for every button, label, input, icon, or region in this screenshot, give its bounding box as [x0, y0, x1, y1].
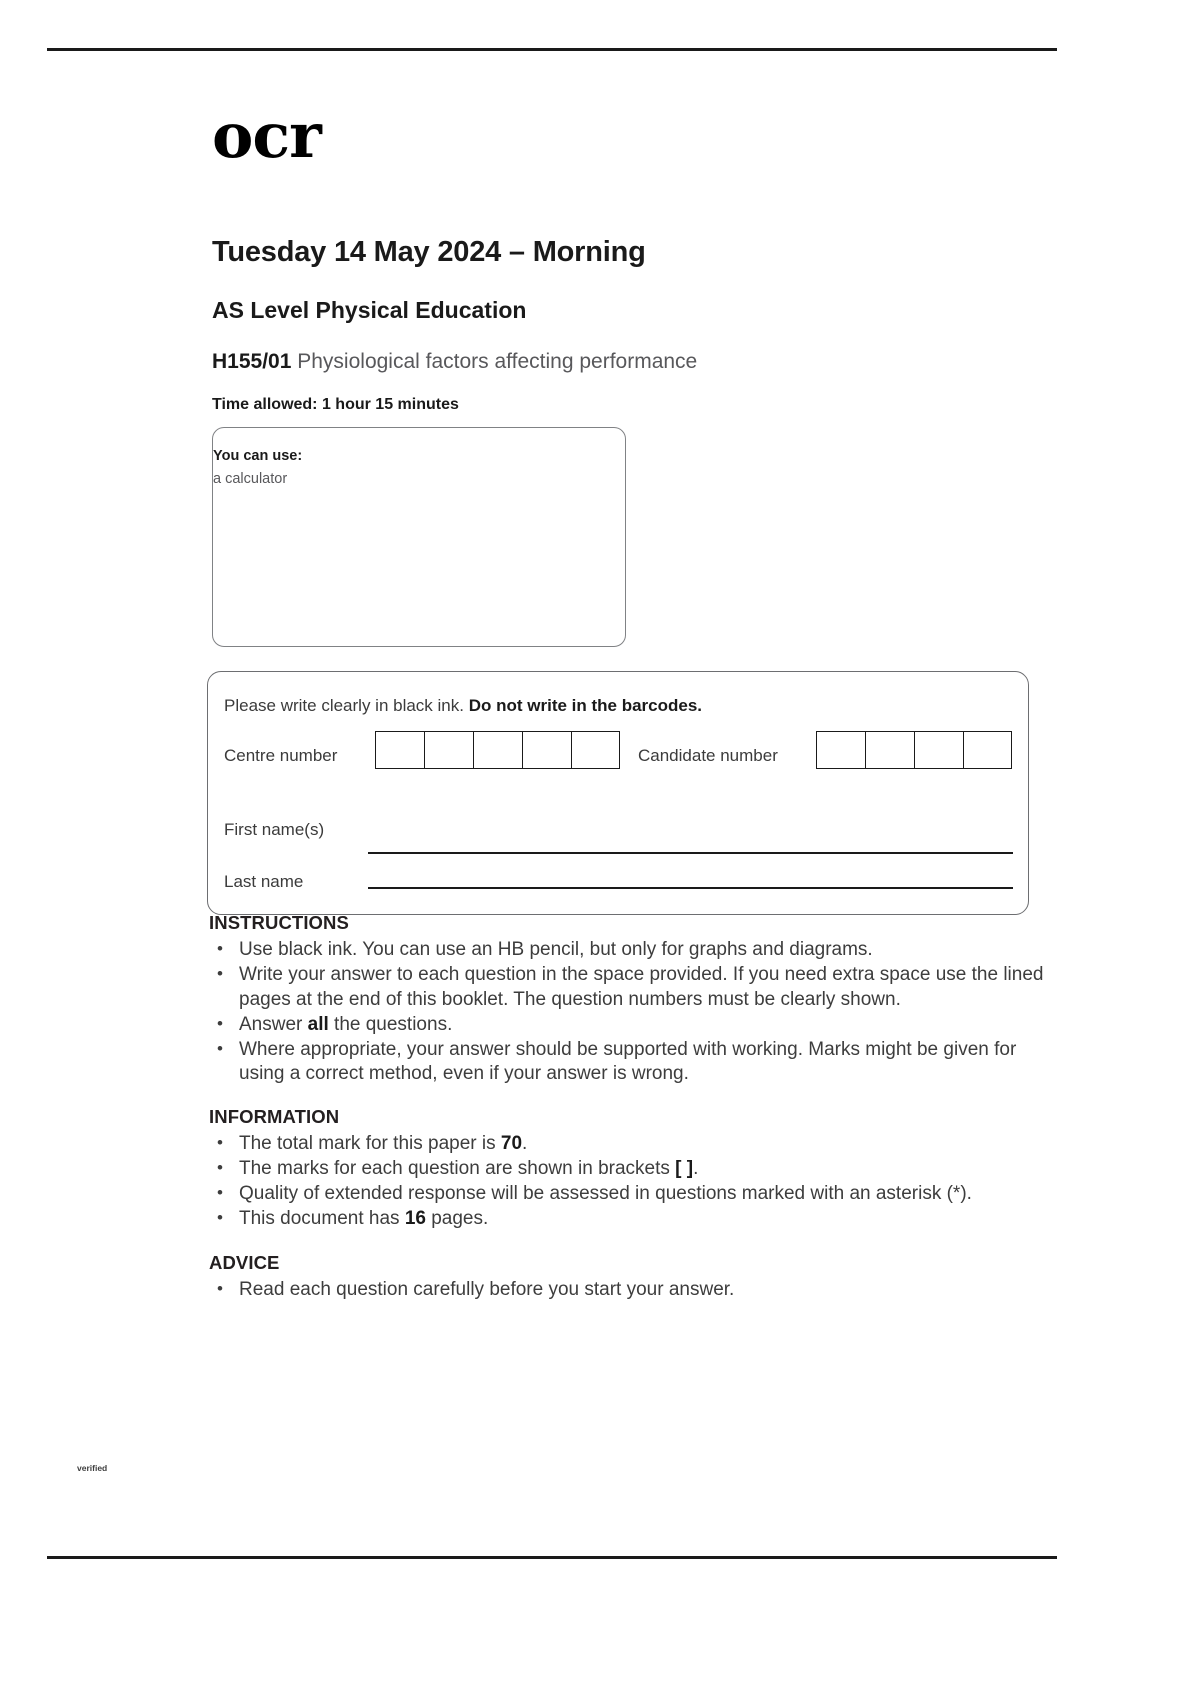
list-item — [209, 963, 1049, 1012]
you-can-use-title: You can use: — [213, 448, 303, 464]
instructions-list — [209, 938, 1049, 1087]
information-section — [209, 1106, 1049, 1232]
centre-number-cell[interactable] — [375, 731, 424, 769]
unit-title: Physiological factors affecting performance — [297, 350, 698, 373]
candidate-number-cell[interactable] — [816, 731, 865, 769]
item-text: Write your answer to each question in the space provided. If you need extra space use the lined pages at the end of this booklet. The question numbers must be clearly shown. — [239, 964, 1044, 1010]
centre-number-cell[interactable] — [473, 731, 522, 769]
advice-list — [209, 1278, 1049, 1303]
item-text: Read each question carefully before you start your answer. — [239, 1279, 735, 1300]
time-allowed: Time allowed: 1 hour 15 minutes — [212, 396, 459, 413]
write-clearly-note-plain: Please write clearly in black ink. — [224, 696, 469, 715]
you-can-use-box — [212, 427, 626, 647]
first-name-input[interactable] — [368, 852, 1013, 854]
write-clearly-note — [224, 696, 702, 716]
item-text: . — [693, 1158, 699, 1180]
verified-stamp: verified — [77, 1463, 108, 1473]
candidate-number-cell[interactable] — [963, 731, 1012, 769]
list-item — [209, 1278, 1049, 1303]
item-text: The total mark for this paper is — [239, 1133, 501, 1154]
item-text: This document has — [239, 1208, 405, 1230]
candidate-number-label: Candidate number — [638, 746, 778, 765]
centre-number-label: Centre number — [224, 746, 338, 765]
bottom-rule-divider — [47, 1556, 1057, 1559]
centre-number-cell[interactable] — [571, 731, 620, 769]
write-clearly-note-bold: Do not write in the barcodes. — [468, 696, 703, 715]
emphasis-text: 70 — [500, 1133, 523, 1154]
top-rule-divider — [47, 48, 1057, 51]
first-name-label: First name(s) — [224, 820, 325, 839]
centre-number-cell[interactable] — [522, 731, 571, 769]
instructions-heading: INSTRUCTIONS — [209, 912, 349, 933]
item-text: Quality of extended response will be assessed in questions marked with an asterisk (*). — [239, 1183, 972, 1205]
list-item — [209, 1157, 1049, 1182]
information-heading: INFORMATION — [209, 1106, 340, 1127]
you-can-use-item: a calculator — [213, 471, 288, 487]
list-item — [209, 1182, 1049, 1207]
instructions-section — [209, 912, 1049, 1088]
item-text: the questions. — [328, 1013, 453, 1035]
item-text: . — [522, 1133, 528, 1154]
item-text: Where appropriate, your answer should be supported with working. Marks might be given for using a correct method, even if your answer is wrong. — [239, 1038, 1017, 1085]
centre-number-cell[interactable] — [424, 731, 473, 769]
advice-heading: ADVICE — [209, 1252, 280, 1273]
list-item — [209, 1013, 1049, 1038]
item-text: Use black ink. You can use an HB pencil, but only for graphs and diagrams. — [239, 939, 873, 960]
advice-section — [209, 1252, 1049, 1303]
candidate-number-cell[interactable] — [865, 731, 914, 769]
emphasis-text: [ ] — [675, 1158, 694, 1180]
emphasis-text: all — [307, 1013, 329, 1035]
exam-date: Tuesday 14 May 2024 – Morning — [212, 236, 646, 268]
emphasis-text: 16 — [404, 1208, 426, 1230]
information-list — [209, 1132, 1049, 1232]
ocr-logo: ocr — [212, 99, 321, 172]
candidate-details-box — [207, 671, 1029, 915]
candidate-number-cell[interactable] — [914, 731, 963, 769]
exam-paper-sheet — [35, 0, 1065, 1700]
list-item — [209, 938, 1049, 963]
centre-number-input[interactable] — [375, 731, 620, 769]
qualification-title: AS Level Physical Education — [212, 297, 527, 323]
item-text: pages. — [425, 1208, 489, 1230]
unit-line — [212, 350, 697, 374]
last-name-label: Last name — [224, 872, 304, 891]
unit-code: H155/01 — [212, 350, 292, 373]
last-name-input[interactable] — [368, 887, 1013, 889]
candidate-number-input[interactable] — [816, 731, 1012, 769]
list-item — [209, 1038, 1049, 1087]
list-item — [209, 1132, 1049, 1157]
list-item — [209, 1207, 1049, 1232]
item-text: Answer — [239, 1013, 308, 1035]
item-text: The marks for each question are shown in brackets — [239, 1158, 676, 1180]
